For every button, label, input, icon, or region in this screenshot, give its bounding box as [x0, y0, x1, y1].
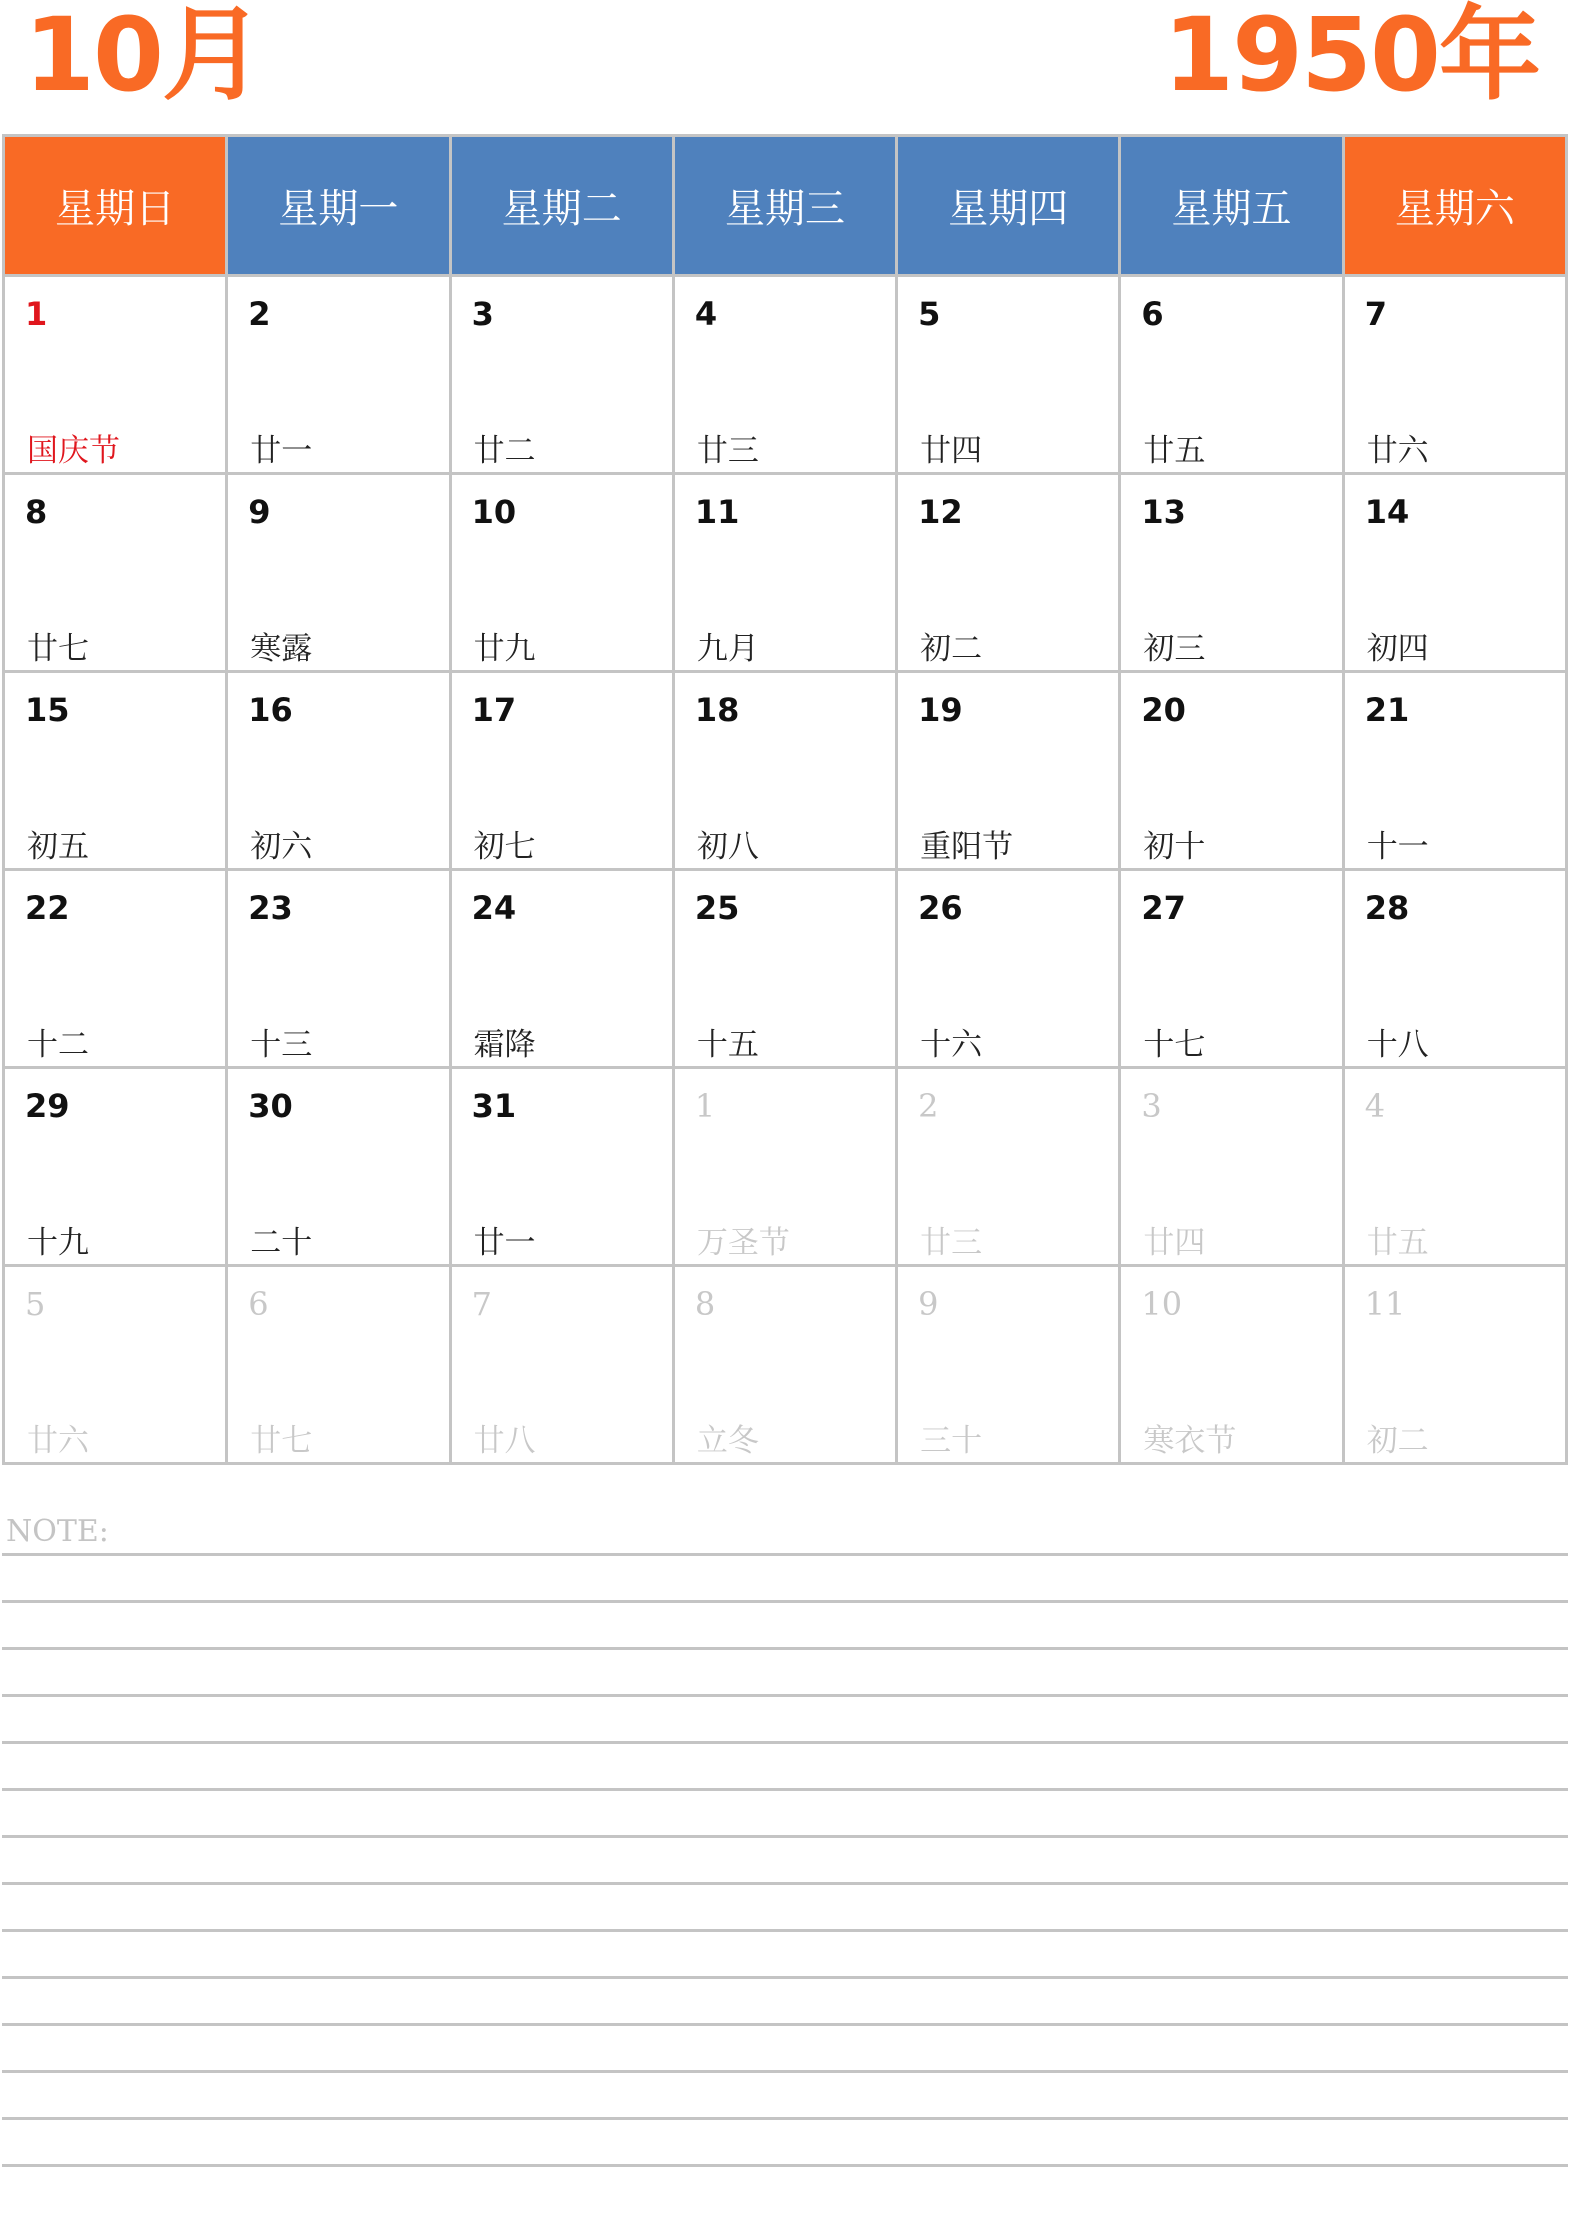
day-cell[interactable]	[1120, 672, 1343, 870]
lunar-date: 初二	[920, 631, 983, 667]
note-line	[2, 1553, 1568, 1556]
day-number: 10	[471, 493, 517, 531]
day-number: 21	[1364, 691, 1410, 729]
note-label: NOTE:	[6, 1514, 109, 1549]
lunar-date: 初八	[696, 829, 759, 865]
day-cell[interactable]	[450, 1068, 673, 1266]
day-number: 7	[471, 1285, 492, 1323]
lunar-date: 十六	[920, 1027, 983, 1063]
day-cell-next-month[interactable]	[897, 1266, 1120, 1464]
lunar-date: 廿一	[250, 433, 313, 469]
day-number: 24	[471, 889, 517, 927]
day-cell-next-month[interactable]	[227, 1266, 450, 1464]
day-number: 20	[1141, 691, 1186, 729]
lunar-date: 万圣节	[696, 1225, 790, 1261]
day-cell-next-month[interactable]	[1343, 1266, 1566, 1464]
day-number: 15	[25, 691, 70, 729]
day-cell[interactable]	[897, 672, 1120, 870]
day-number: 18	[694, 691, 740, 729]
day-cell[interactable]	[227, 474, 450, 672]
weekday-header-wednesday: 星期三	[673, 136, 896, 276]
weekday-header-tuesday: 星期二	[450, 136, 673, 276]
lunar-date: 十五	[696, 1027, 759, 1063]
note-line	[2, 1788, 1568, 1791]
lunar-date: 廿二	[473, 433, 536, 469]
day-number: 2	[248, 295, 271, 333]
lunar-date: 初二	[1366, 1423, 1429, 1459]
day-cell[interactable]	[1343, 474, 1566, 672]
day-number: 31	[471, 1087, 517, 1125]
day-cell[interactable]	[4, 1068, 227, 1266]
day-cell[interactable]	[4, 474, 227, 672]
lunar-date: 初四	[1366, 631, 1429, 667]
weekday-header-friday: 星期五	[1120, 136, 1343, 276]
day-cell[interactable]	[227, 276, 450, 474]
day-number: 29	[25, 1087, 70, 1125]
week-row	[4, 870, 1567, 1068]
day-cell[interactable]	[4, 870, 227, 1068]
lunar-date: 十一	[1366, 829, 1429, 865]
note-line	[2, 1741, 1568, 1744]
week-row	[4, 1068, 1567, 1266]
day-cell[interactable]	[4, 276, 227, 474]
day-number: 17	[471, 691, 517, 729]
lunar-date: 廿三	[920, 1225, 983, 1261]
day-number: 6	[248, 1285, 269, 1323]
day-number: 3	[471, 295, 494, 333]
day-cell[interactable]	[1343, 672, 1566, 870]
lunar-date: 廿四	[920, 433, 983, 469]
lunar-date: 十三	[250, 1027, 313, 1063]
lunar-date: 廿五	[1143, 433, 1206, 469]
lunar-date: 廿五	[1366, 1225, 1429, 1261]
day-cell[interactable]	[450, 672, 673, 870]
day-number: 7	[1364, 295, 1387, 333]
weekday-header-row	[4, 136, 1567, 276]
day-number: 1	[694, 1087, 716, 1125]
lunar-date: 初三	[1143, 631, 1206, 667]
day-number: 23	[248, 889, 293, 927]
lunar-date: 廿六	[27, 1423, 89, 1459]
day-number: 30	[248, 1087, 293, 1125]
day-number: 4	[694, 295, 718, 333]
day-cell-next-month[interactable]	[1343, 1068, 1566, 1266]
lunar-date: 十八	[1366, 1027, 1429, 1063]
day-number: 25	[694, 889, 740, 927]
lunar-date: 廿九	[473, 631, 536, 667]
lunar-date: 廿八	[473, 1423, 536, 1459]
day-cell[interactable]	[673, 276, 896, 474]
day-number: 5	[918, 295, 941, 333]
day-cell-next-month[interactable]	[673, 1266, 896, 1464]
note-line	[2, 2164, 1568, 2167]
day-cell-next-month[interactable]	[4, 1266, 227, 1464]
day-number: 1	[25, 295, 48, 333]
lunar-date: 三十	[920, 1423, 983, 1459]
month-title: 10月	[24, 0, 262, 115]
note-line	[2, 1976, 1568, 1979]
day-cell[interactable]	[1120, 276, 1343, 474]
lunar-date: 国庆节	[27, 433, 120, 469]
day-cell[interactable]	[227, 1068, 450, 1266]
day-cell[interactable]	[1120, 474, 1343, 672]
lunar-date: 霜降	[473, 1027, 536, 1063]
day-number: 11	[1364, 1285, 1406, 1323]
day-cell[interactable]	[897, 474, 1120, 672]
lunar-date: 初七	[473, 829, 536, 865]
day-cell[interactable]	[1343, 870, 1566, 1068]
lunar-date: 十七	[1143, 1027, 1206, 1063]
note-line	[2, 1600, 1568, 1603]
lunar-date: 廿七	[27, 631, 89, 667]
day-cell[interactable]	[673, 672, 896, 870]
day-cell-next-month[interactable]	[1120, 1068, 1343, 1266]
day-cell[interactable]	[673, 474, 896, 672]
lunar-date: 重阳节	[920, 829, 1014, 865]
lunar-date: 初五	[27, 829, 89, 865]
day-number: 16	[248, 691, 293, 729]
day-number: 19	[918, 691, 963, 729]
weekday-header-thursday: 星期四	[897, 136, 1120, 276]
lunar-date: 十九	[27, 1225, 89, 1261]
day-number: 22	[25, 889, 70, 927]
note-line	[2, 1882, 1568, 1885]
day-number: 4	[1364, 1087, 1386, 1125]
lunar-date: 廿六	[1366, 433, 1429, 469]
lunar-date: 寒衣节	[1143, 1423, 1237, 1459]
year-title: 1950年	[1163, 0, 1539, 115]
day-number: 14	[1364, 493, 1410, 531]
day-number: 9	[248, 493, 271, 531]
note-line	[2, 2023, 1568, 2026]
week-row	[4, 276, 1567, 474]
day-cell[interactable]	[450, 276, 673, 474]
weekday-header-saturday: 星期六	[1343, 136, 1566, 276]
day-cell[interactable]	[897, 870, 1120, 1068]
day-cell-next-month[interactable]	[1120, 1266, 1343, 1464]
week-row	[4, 1266, 1567, 1464]
note-line	[2, 1835, 1568, 1838]
lunar-date: 廿七	[250, 1423, 313, 1459]
day-cell[interactable]	[897, 276, 1120, 474]
day-cell[interactable]	[450, 870, 673, 1068]
day-number: 8	[694, 1285, 716, 1323]
lunar-date: 立冬	[696, 1423, 759, 1459]
week-row	[4, 474, 1567, 672]
lunar-date: 初十	[1143, 829, 1206, 865]
day-cell[interactable]	[673, 870, 896, 1068]
day-cell[interactable]	[1343, 276, 1566, 474]
day-number: 6	[1141, 295, 1164, 333]
day-number: 9	[918, 1285, 939, 1323]
calendar-grid	[2, 134, 1568, 1465]
day-cell-next-month[interactable]	[673, 1068, 896, 1266]
note-line	[2, 1694, 1568, 1697]
note-line	[2, 2070, 1568, 2073]
lunar-date: 廿四	[1143, 1225, 1206, 1261]
day-number: 26	[918, 889, 963, 927]
weekday-header-monday: 星期一	[227, 136, 450, 276]
day-number: 2	[918, 1087, 939, 1125]
lunar-date: 寒露	[250, 631, 313, 667]
lunar-date: 二十	[250, 1225, 313, 1261]
day-number: 13	[1141, 493, 1186, 531]
day-cell[interactable]	[450, 474, 673, 672]
note-line	[2, 1647, 1568, 1650]
lunar-date: 廿一	[473, 1225, 536, 1261]
day-cell[interactable]	[1120, 870, 1343, 1068]
lunar-date: 廿三	[696, 433, 759, 469]
day-number: 5	[25, 1285, 46, 1323]
weekday-header-sunday: 星期日	[4, 136, 227, 276]
lunar-date: 十二	[27, 1027, 89, 1063]
lunar-date: 初六	[250, 829, 313, 865]
lunar-date: 九月	[696, 631, 759, 667]
day-cell-next-month[interactable]	[897, 1068, 1120, 1266]
day-number: 10	[1141, 1285, 1183, 1323]
day-number: 3	[1141, 1087, 1162, 1125]
note-line	[2, 2117, 1568, 2120]
day-cell-next-month[interactable]	[450, 1266, 673, 1464]
day-number: 27	[1141, 889, 1186, 927]
day-number: 11	[694, 493, 740, 531]
day-cell[interactable]	[227, 672, 450, 870]
day-number: 8	[25, 493, 48, 531]
day-cell[interactable]	[227, 870, 450, 1068]
note-line	[2, 1929, 1568, 1932]
day-number: 28	[1364, 889, 1410, 927]
week-row	[4, 672, 1567, 870]
day-number: 12	[918, 493, 963, 531]
day-cell[interactable]	[4, 672, 227, 870]
